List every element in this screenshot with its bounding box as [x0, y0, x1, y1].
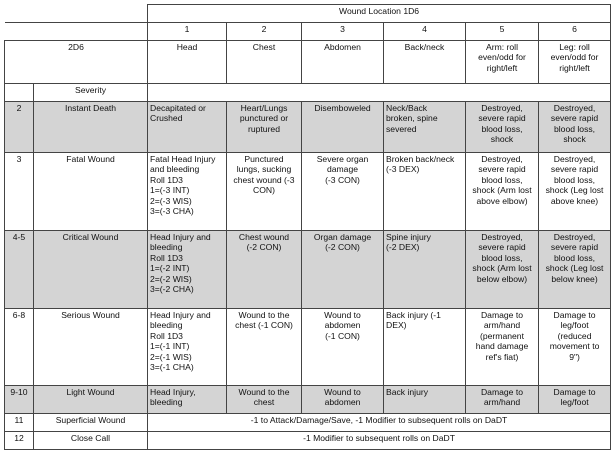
back-neck-cell: Back injury (-1 DEX): [384, 309, 466, 386]
severity-label: Severity: [34, 84, 148, 102]
severity-cell: Superficial Wound: [34, 414, 148, 432]
leg-cell: Destroyed, severe rapid blood loss, shock (Leg lost below knee): [539, 231, 611, 309]
back-neck-cell: Back injury: [384, 386, 466, 414]
wound-location-table: [4, 4, 611, 450]
table-row: [5, 102, 611, 153]
roll-cell: 4-5: [5, 231, 34, 309]
chest-cell: Punctured lungs, sucking chest wound (-3 CON): [227, 153, 302, 231]
location-chest: Chest: [227, 41, 302, 84]
head-cell: Head Injury and bleeding Roll 1D3 1=(-2 INT) 2=(-2 WIS) 3=(-2 CHA): [148, 231, 227, 309]
roll-cell: 12: [5, 432, 34, 450]
arm-cell: Destroyed, severe rapid blood loss, shock (Arm lost below elbow): [466, 231, 539, 309]
leg-cell: Damage to leg/foot: [539, 386, 611, 414]
back-neck-cell: Spine injury (-2 DEX): [384, 231, 466, 309]
table-row: [5, 386, 611, 414]
location-head: Head: [148, 41, 227, 84]
corner-blank-cell: [5, 5, 148, 23]
effect-cell: -1 to Attack/Damage/Save, -1 Modifier to subsequent rolls on DaDT: [148, 414, 611, 432]
leg-cell: Destroyed, severe rapid blood loss, shock: [539, 102, 611, 153]
back-neck-cell: Broken back/neck (-3 DEX): [384, 153, 466, 231]
corner-blank-cell: [5, 23, 148, 41]
leg-cell: Destroyed, severe rapid blood loss, shock (Leg lost above knee): [539, 153, 611, 231]
roll-cell: 3: [5, 153, 34, 231]
table-row: [5, 153, 611, 231]
roll-cell: 2: [5, 102, 34, 153]
head-cell: Head Injury and bleeding Roll 1D3 1=(-1 INT) 2=(-1 WIS) 3=(-1 CHA): [148, 309, 227, 386]
abdomen-cell: Disemboweled: [302, 102, 384, 153]
location-back-neck: Back/neck: [384, 41, 466, 84]
abdomen-cell: Wound to abdomen (-1 CON): [302, 309, 384, 386]
severity-cell: Critical Wound: [34, 231, 148, 309]
column-number-5: 5: [466, 23, 539, 41]
severity-cell: Instant Death: [34, 102, 148, 153]
location-abdomen: Abdomen: [302, 41, 384, 84]
severity-cell: Fatal Wound: [34, 153, 148, 231]
abdomen-cell: Wound to abdomen: [302, 386, 384, 414]
severity-spacer-cell: [148, 84, 611, 102]
severity-cell: Serious Wound: [34, 309, 148, 386]
roll-cell: 6-8: [5, 309, 34, 386]
leg-cell: Damage to leg/foot (reduced movement to 9"): [539, 309, 611, 386]
column-number-4: 4: [384, 23, 466, 41]
arm-cell: Damage to arm/hand (permanent hand damage ref's fiat): [466, 309, 539, 386]
severity-spacer-cell: [5, 84, 34, 102]
abdomen-cell: Organ damage (-2 CON): [302, 231, 384, 309]
roll-label: 2D6: [5, 41, 148, 84]
abdomen-cell: Severe organ damage (-3 CON): [302, 153, 384, 231]
effect-cell: -1 Modifier to subsequent rolls on DaDT: [148, 432, 611, 450]
location-leg: Leg: roll even/odd for right/left: [539, 41, 611, 84]
chest-cell: Chest wound (-2 CON): [227, 231, 302, 309]
column-number-3: 3: [302, 23, 384, 41]
location-arm: Arm: roll even/odd for right/left: [466, 41, 539, 84]
back-neck-cell: Neck/Back broken, spine severed: [384, 102, 466, 153]
severity-cell: Close Call: [34, 432, 148, 450]
severity-cell: Light Wound: [34, 386, 148, 414]
roll-cell: 9-10: [5, 386, 34, 414]
arm-cell: Damage to arm/hand: [466, 386, 539, 414]
column-number-2: 2: [227, 23, 302, 41]
arm-cell: Destroyed, severe rapid blood loss, shock: [466, 102, 539, 153]
head-cell: Head Injury, bleeding: [148, 386, 227, 414]
chest-cell: Heart/Lungs punctured or ruptured: [227, 102, 302, 153]
table-row: [5, 231, 611, 309]
arm-cell: Destroyed, severe rapid blood loss, shock (Arm lost above elbow): [466, 153, 539, 231]
column-number-1: 1: [148, 23, 227, 41]
column-number-6: 6: [539, 23, 611, 41]
chest-cell: Wound to the chest: [227, 386, 302, 414]
head-cell: Fatal Head Injury and bleeding Roll 1D3 1=(-3 INT) 2=(-3 WIS) 3=(-3 CHA): [148, 153, 227, 231]
group-header: Wound Location 1D6: [148, 5, 611, 23]
table-row: [5, 309, 611, 386]
table-row: [5, 414, 611, 432]
table-row: [5, 432, 611, 450]
chest-cell: Wound to the chest (-1 CON): [227, 309, 302, 386]
roll-cell: 11: [5, 414, 34, 432]
head-cell: Decapitated or Crushed: [148, 102, 227, 153]
